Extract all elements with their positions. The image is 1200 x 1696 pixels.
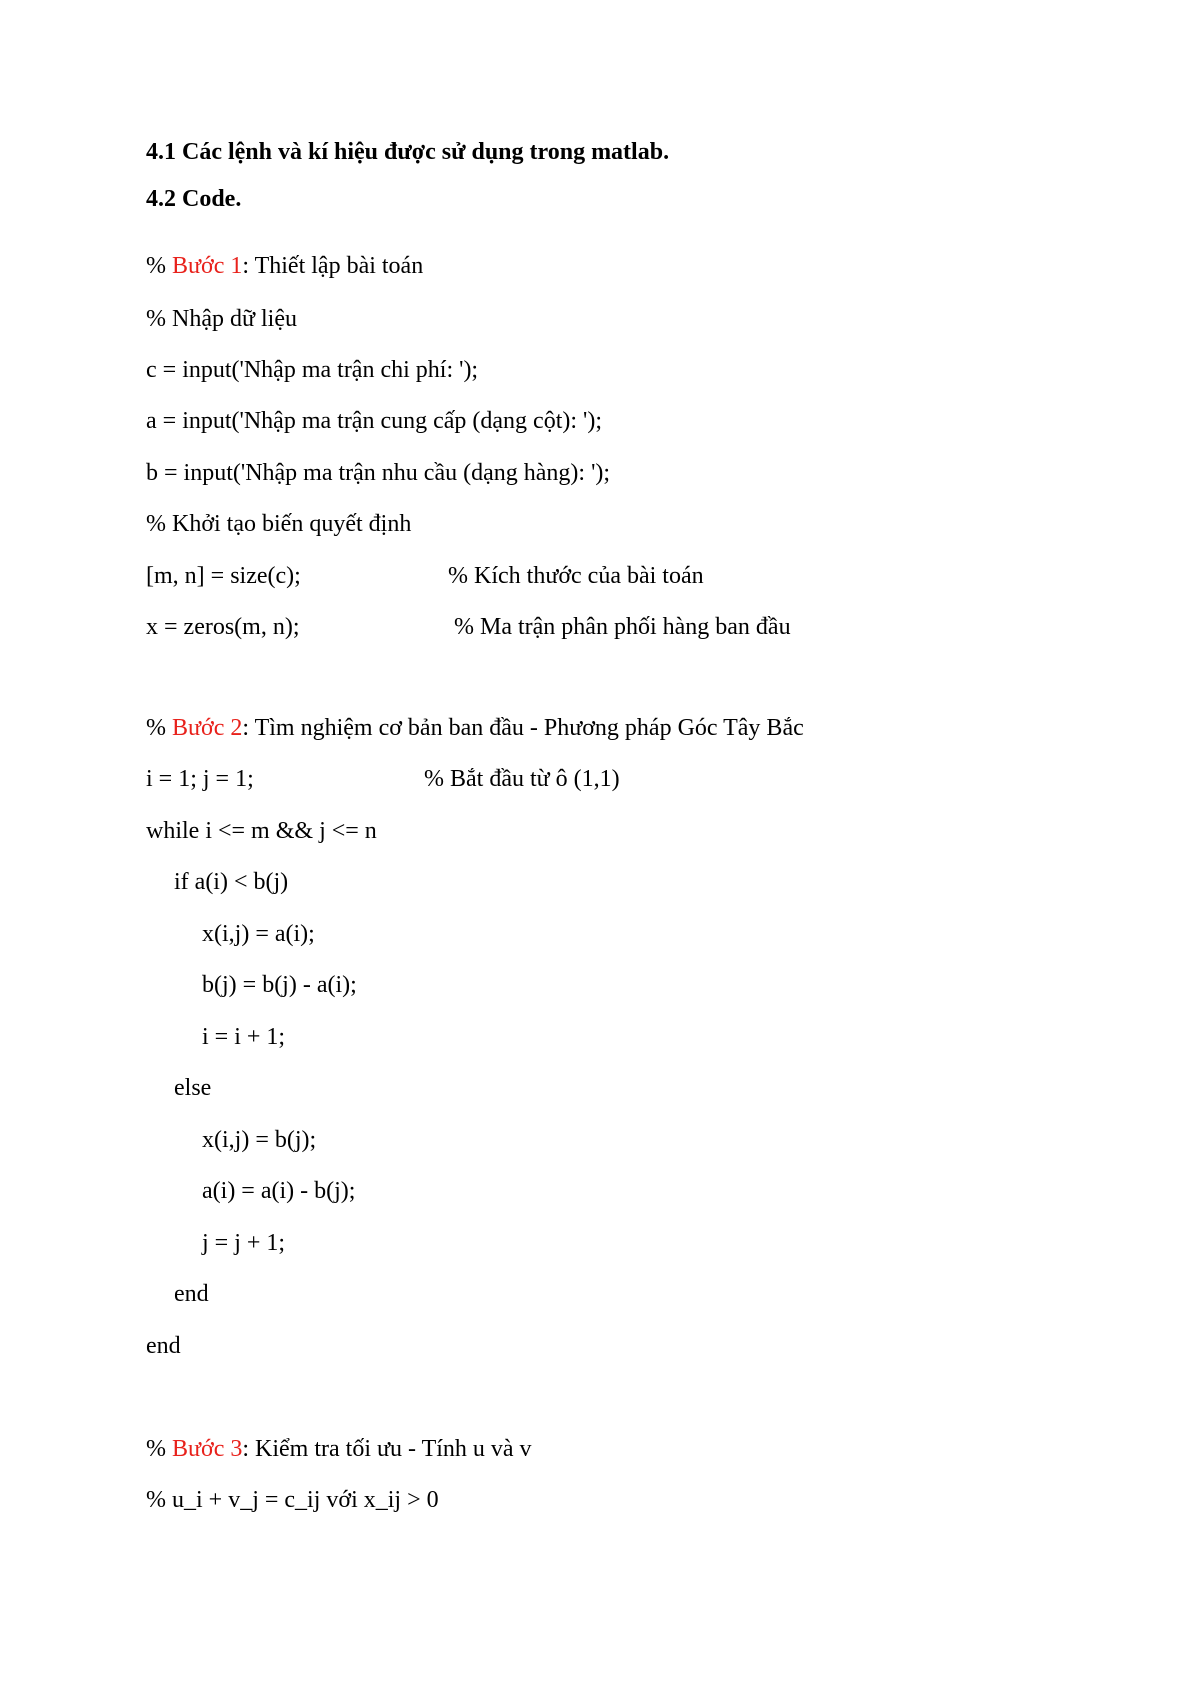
uv-comment: % u_i + v_j = c_ij với x_ij > 0 bbox=[146, 1487, 439, 1513]
init-comment: % Khởi tạo biến quyết định bbox=[146, 511, 412, 537]
step1-label: Bước 1 bbox=[172, 253, 243, 279]
step1-comment bbox=[146, 251, 423, 281]
code-input-b: b = input('Nhập ma trận nhu cầu (dạng hàng): '); bbox=[146, 460, 611, 486]
code-x-eq-a: x(i,j) = a(i); bbox=[202, 921, 315, 947]
code-if: if a(i) < b(j) bbox=[174, 869, 289, 895]
section-heading-4-2: 4.2 Code. bbox=[146, 186, 242, 212]
input-comment: % Nhập dữ liệu bbox=[146, 306, 297, 332]
comment-prefix: % bbox=[146, 1436, 172, 1462]
zeros-comment: % Ma trận phân phối hàng ban đầu bbox=[454, 614, 791, 640]
code-x-eq-b: x(i,j) = b(j); bbox=[202, 1127, 317, 1153]
code-size: [m, n] = size(c); bbox=[146, 563, 301, 589]
size-comment: % Kích thước của bài toán bbox=[448, 563, 704, 589]
ij-comment: % Bắt đầu từ ô (1,1) bbox=[424, 766, 620, 792]
step3-text: : Kiểm tra tối ưu - Tính u và v bbox=[242, 1436, 532, 1462]
step2-text: : Tìm nghiệm cơ bản ban đầu - Phương pháp Góc Tây Bắc bbox=[242, 715, 804, 741]
code-input-c: c = input('Nhập ma trận chi phí: '); bbox=[146, 357, 479, 383]
section-heading-4-1: 4.1 Các lệnh và kí hiệu được sử dụng trong matlab. bbox=[146, 139, 670, 165]
comment-prefix: % bbox=[146, 715, 172, 741]
code-input-a: a = input('Nhập ma trận cung cấp (dạng cột): '); bbox=[146, 408, 603, 434]
code-i-inc: i = i + 1; bbox=[202, 1024, 286, 1050]
code-while: while i <= m && j <= n bbox=[146, 818, 377, 844]
code-b-update: b(j) = b(j) - a(i); bbox=[202, 972, 357, 998]
code-end-outer: end bbox=[146, 1333, 181, 1359]
code-end-inner: end bbox=[174, 1281, 209, 1307]
step2-label: Bước 2 bbox=[172, 715, 243, 741]
comment-prefix: % bbox=[146, 253, 172, 279]
step1-text: : Thiết lập bài toán bbox=[242, 253, 424, 279]
step2-comment bbox=[146, 713, 804, 743]
code-ij-init: i = 1; j = 1; bbox=[146, 766, 254, 792]
code-a-update: a(i) = a(i) - b(j); bbox=[202, 1178, 356, 1204]
code-else: else bbox=[174, 1075, 212, 1101]
step3-label: Bước 3 bbox=[172, 1436, 243, 1462]
step3-comment bbox=[146, 1434, 532, 1464]
code-zeros: x = zeros(m, n); bbox=[146, 614, 300, 640]
code-j-inc: j = j + 1; bbox=[202, 1230, 286, 1256]
